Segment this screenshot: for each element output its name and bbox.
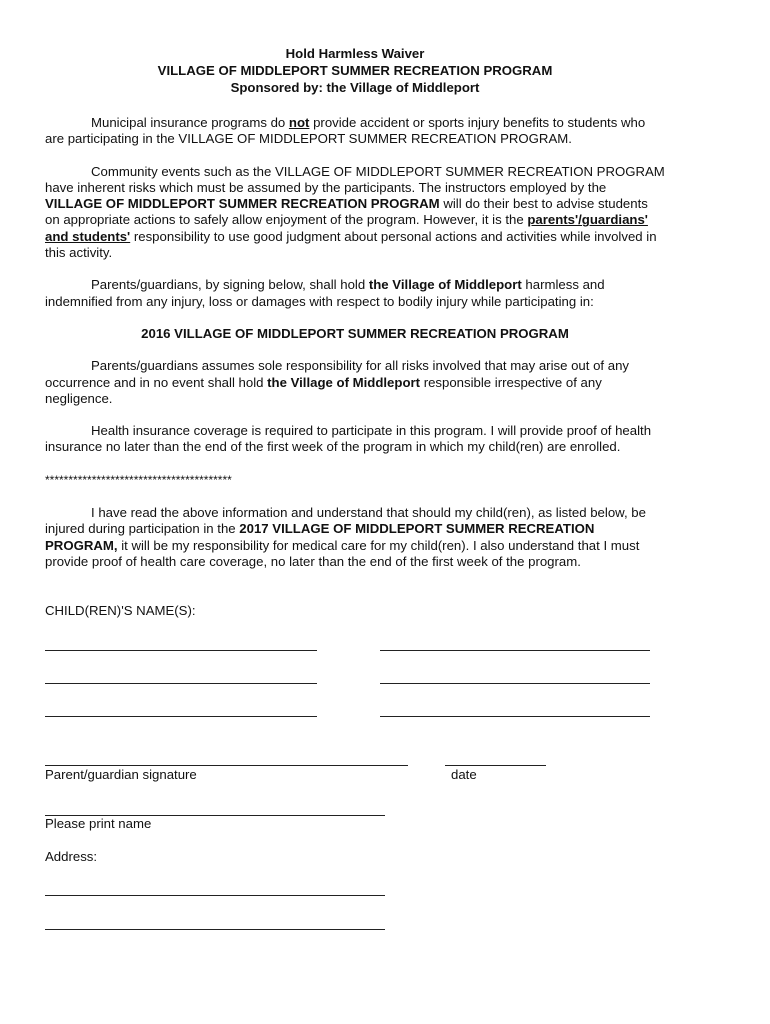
program-heading: 2016 VILLAGE OF MIDDLEPORT SUMMER RECREATION PROGRAM	[141, 325, 569, 341]
signature-field[interactable]	[45, 765, 408, 766]
children-label: CHILD(REN)'S NAME(S):	[45, 603, 196, 618]
waiver-document	[45, 45, 665, 570]
text-span: provide accident or sports injury benefits to students who are participating in the VILLAGE OF MIDDLEPORT SUMMER RECREATION PROGRAM.	[45, 115, 646, 147]
text-span: Parents/guardians, by signing below, shall hold	[91, 277, 369, 293]
paragraph-acknowledgement	[45, 505, 665, 570]
date-field[interactable]	[445, 765, 546, 766]
divider-stars: ****************************************	[45, 472, 232, 487]
text-span: it will be my responsibility for medical care for my child(ren). I also understand that I must provide proof of health care coverage, no later than the end of the first week of the program.	[45, 537, 640, 569]
paragraph-hold-harmless	[45, 277, 665, 310]
date-label: date	[451, 767, 477, 782]
text-span: Parents/guardians assumes sole responsibility for all risks involved that may arise out of any occurrence and in no event shall hold	[45, 358, 630, 390]
child-name-field-6[interactable]	[380, 716, 650, 717]
bold-program-2017: 2017 VILLAGE OF MIDDLEPORT SUMMER RECREATION PROGRAM,	[45, 521, 595, 553]
text-span: harmless and indemnified from any injury, loss or damages with respect to bodily injury while participating in:	[45, 277, 605, 309]
paragraph-sole-responsibility	[45, 358, 665, 407]
text-span: responsible irrespective of any negligence.	[45, 374, 602, 406]
text-span: I have read the above information and understand that should my child(ren), as listed below, be injured during participation in the	[45, 505, 646, 537]
signature-label: Parent/guardian signature	[45, 767, 197, 782]
text-span: Municipal insurance programs do	[91, 115, 289, 130]
program-name: VILLAGE OF MIDDLEPORT SUMMER RECREATION PROGRAM	[157, 63, 553, 78]
bold-program: VILLAGE OF MIDDLEPORT SUMMER RECREATION PROGRAM	[45, 196, 440, 212]
text-span: responsibility to use good judgment about personal actions and activities while involved in this activity.	[45, 228, 657, 261]
address-field-1[interactable]	[45, 895, 385, 896]
address-field-2[interactable]	[45, 929, 385, 930]
emphasis-not: not	[288, 115, 310, 130]
print-name-label: Please print name	[45, 816, 152, 831]
child-name-field-1[interactable]	[45, 650, 317, 651]
bold-village: the Village of Middleport	[267, 374, 421, 390]
sponsor-line: Sponsored by: the Village of Middleport	[230, 80, 480, 95]
document-title: Hold Harmless Waiver	[285, 46, 425, 61]
paragraph-insurance	[45, 115, 665, 148]
paragraph-risks	[45, 164, 665, 262]
paragraph-health-insurance: Health insurance coverage is required to participate in this program. I will provide proof of health insurance no later than the end of the first week of the program in which my child(ren) are enrolled.	[45, 423, 652, 455]
title-block	[45, 45, 665, 96]
bold-village: the Village of Middleport	[368, 277, 522, 293]
child-name-field-2[interactable]	[380, 650, 650, 651]
bold-responsibility: parents'/guardians' and students'	[45, 212, 648, 244]
child-name-field-4[interactable]	[380, 683, 650, 684]
address-label: Address:	[45, 849, 98, 864]
text-span: Community events such as the VILLAGE OF MIDDLEPORT SUMMER RECREATION PROGRAM have inherent risks which must be assumed by the participants. The instructors employed by the	[45, 163, 665, 195]
child-name-field-3[interactable]	[45, 683, 317, 684]
child-name-field-5[interactable]	[45, 716, 317, 717]
text-span: will do their best to advise students on appropriate actions to safely allow enjoyment of the program. However, it is the	[45, 196, 648, 228]
